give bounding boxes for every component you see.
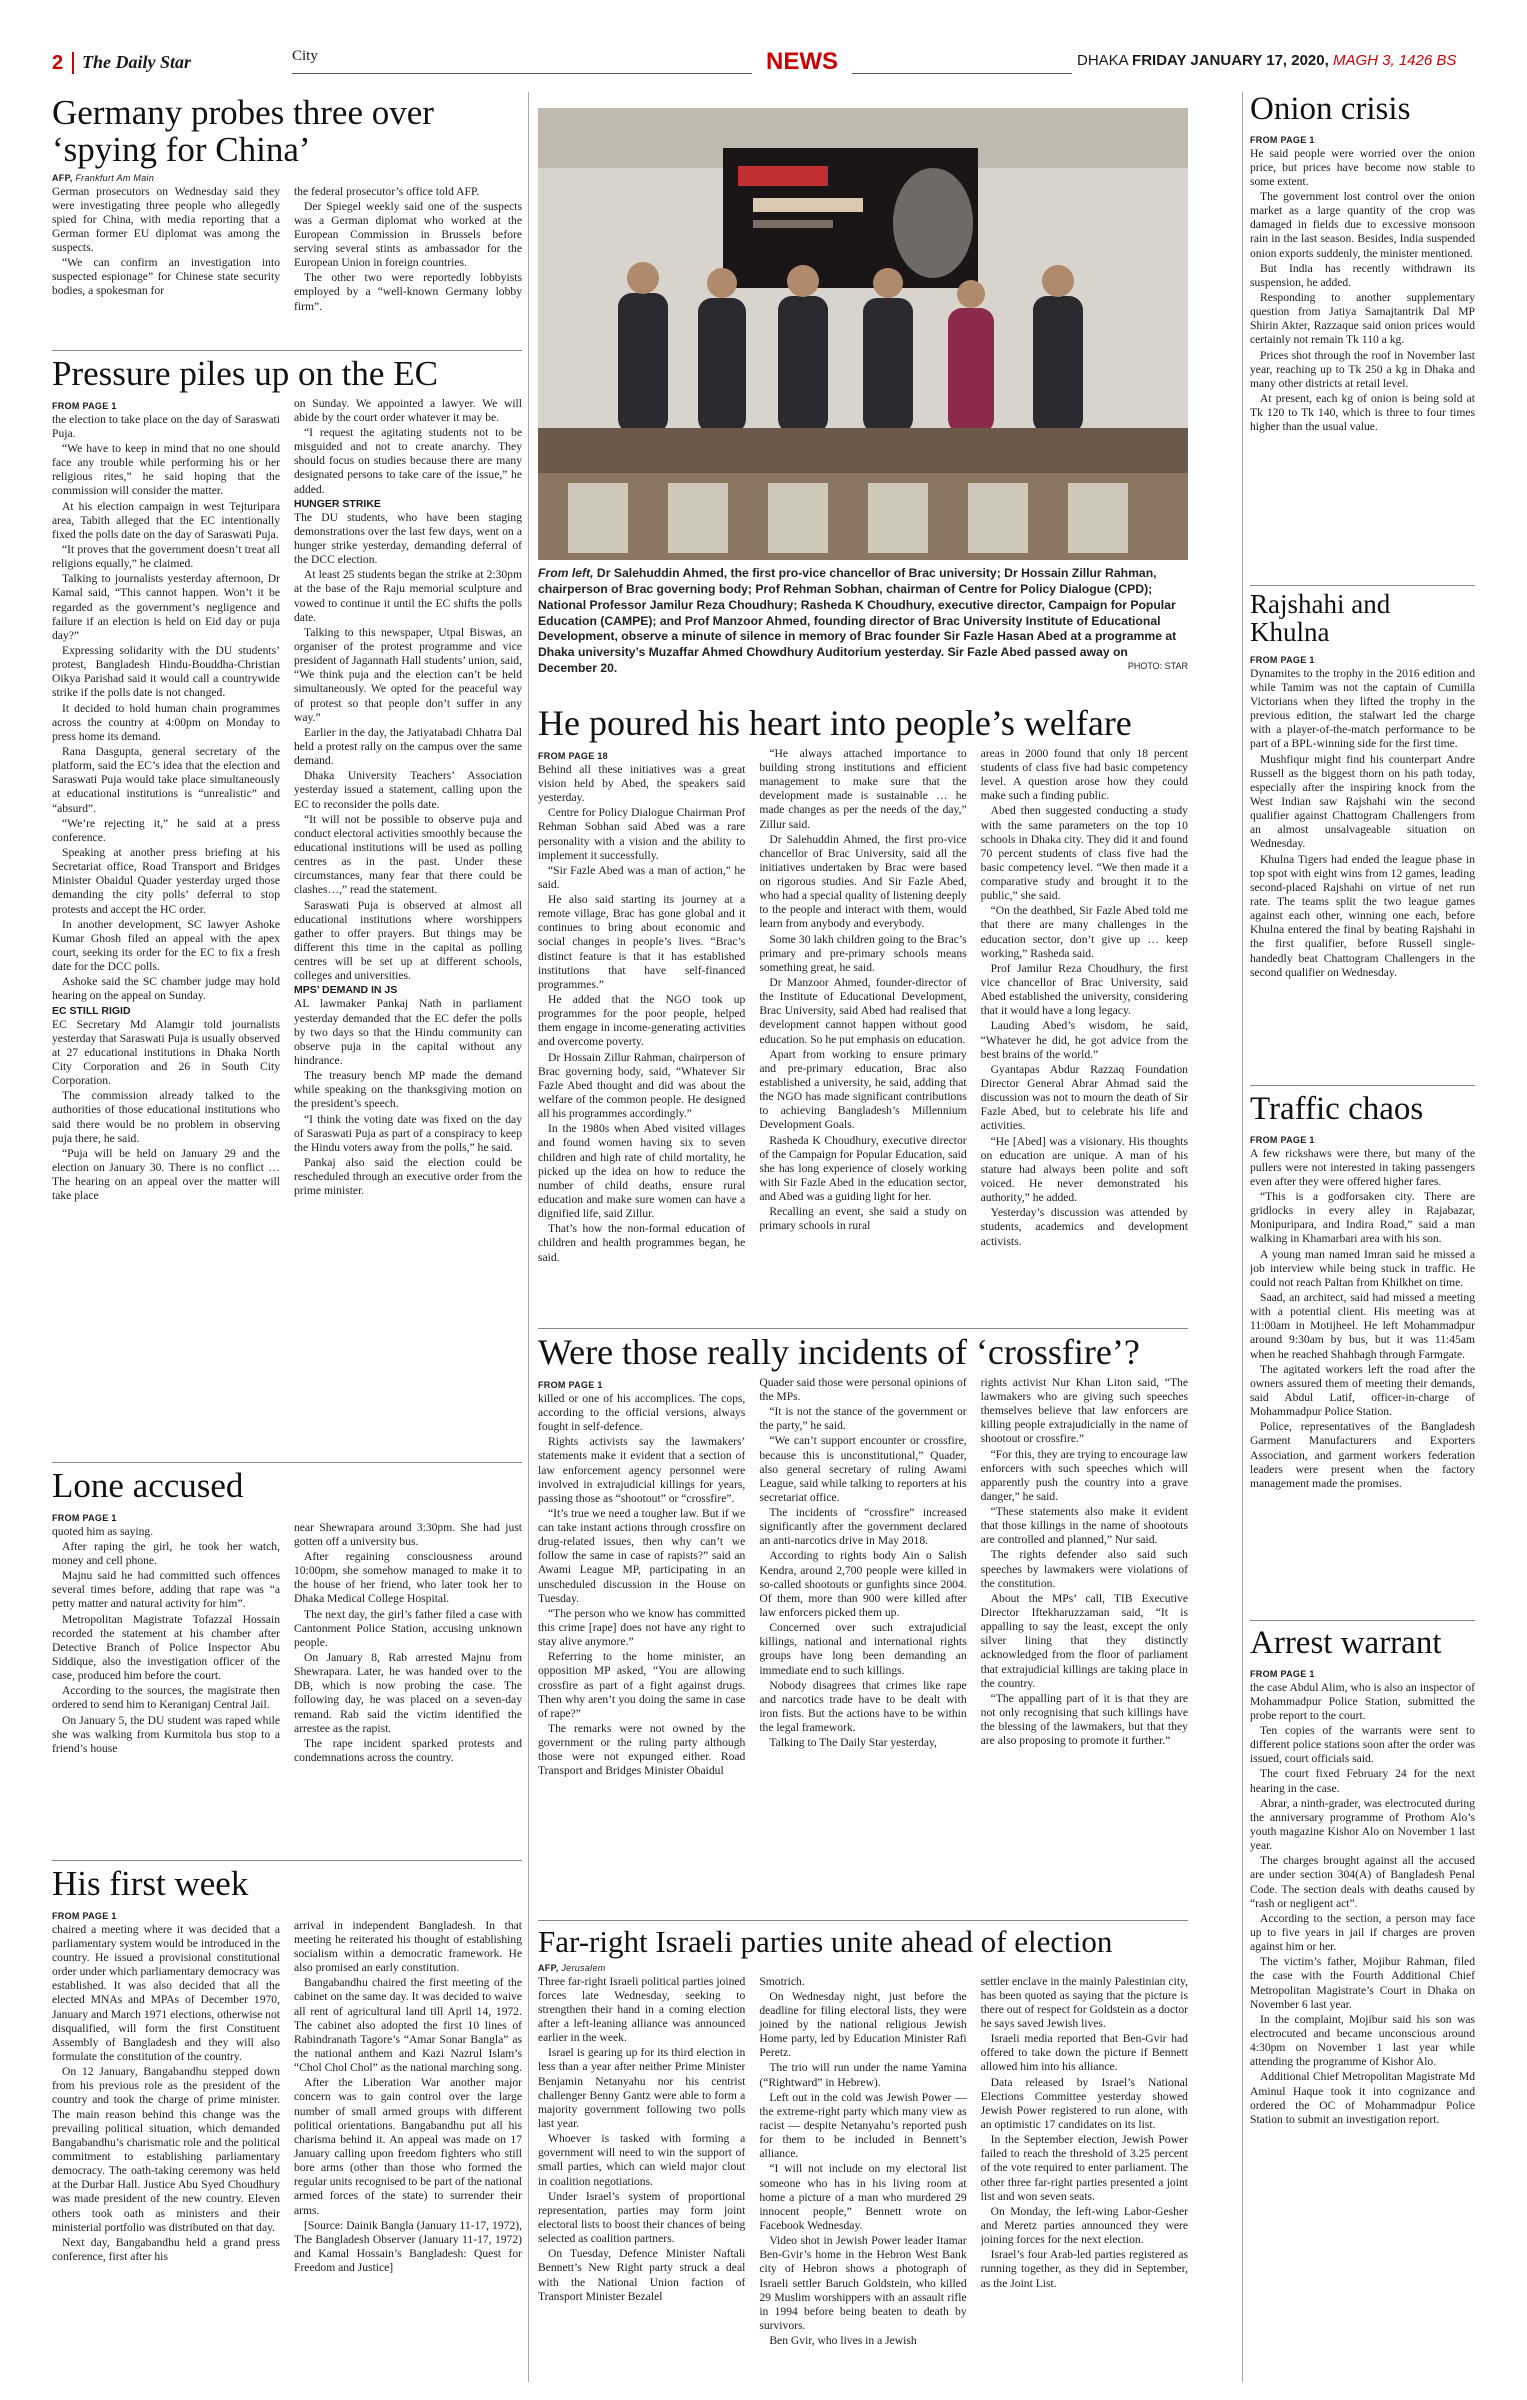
story-arrest-warrant: [1250, 1626, 1475, 2385]
story-germany: [52, 95, 522, 315]
story-divider: [52, 1860, 522, 1861]
story-column: [52, 1509, 280, 1849]
paragraph: the federal prosecutor’s office told AFP.: [294, 184, 480, 198]
story-divider: [538, 1328, 1188, 1329]
story-divider: [1250, 1620, 1475, 1621]
paragraph: He said people were worried over the onion price, but prices have become now stable to some extent.: [1250, 146, 1475, 188]
paragraph: On January 8, Rab arrested Majnu from Shewrapara. Later, he was handed over to the DB, which is now probing the case. The following day, he was placed on a seven-day remand. Rab said the victim identified the arrestee as the rapist.: [294, 1651, 522, 1735]
dateline: AFP, Frankfurt Am Main: [52, 172, 155, 183]
paragraph: Abed then suggested conducting a study with the same parameters on the top 10 schools in Dhaka city. They did it and found 70 percent students of class five had the basic competency level. “We then made it a comparative study and brought it to the public,” she said.: [980, 804, 1188, 903]
paragraph: It decided to hold human chain programmes across the country at 4:00pm on Monday to press home its demand.: [52, 701, 280, 743]
paragraph: The remarks were not owned by the government or the ruling party although those were not expunged either. Road Transport and Bridges Minister Obaidul: [538, 1722, 746, 1778]
paragraph: Der Spiegel weekly said one of the suspects was a German diplomat who worked at the European Commission in Brussels before serving several stints as ambassador for the European Union in foreign countries.: [294, 199, 522, 270]
story-lone-accused: [52, 1468, 522, 1849]
paragraph: The court fixed February 24 for the next hearing in the case.: [1250, 1767, 1475, 1795]
paragraph: The incidents of “crossfire” increased significantly after the government declared an anti-narcotics drive in May 2018.: [759, 1506, 967, 1548]
paragraph: Dynamites to the trophy in the 2016 edition and while Tamim was not the captain of Cumilla Victorians when they lifted the trophy in the previous edition, the stalwart led the charge with a player-of-the-match performance to be part of a BPL-winning side for the first time.: [1250, 666, 1475, 751]
paragraph: “It proves that the government doesn’t treat all religions equally,” he claimed.: [52, 543, 280, 571]
headline: Onion crisis: [1250, 91, 1411, 127]
paragraph: Majnu said he had committed such offences several times before, adding that rape was “a petty matter and natural activity for him”.: [52, 1569, 280, 1611]
story-column: [1250, 131, 1475, 586]
headline: He poured his heart into people’s welfare: [538, 703, 1132, 743]
paragraph: Some 30 lakh children going to the Brac’s primary and pre-primary schools means something great, he said.: [759, 932, 967, 974]
paragraph: killed or one of his accomplices. The cops, according to the official versions, always fought in self-defence.: [538, 1391, 746, 1434]
paragraph: Speaking at another press briefing at his Secretariat office, Road Transport and Bridges Minister Obaidul Quader yesterday urged those demanding the city polls’ deferral to stop protests and accept the HC order.: [52, 845, 280, 916]
paragraph: Ben Gvir, who lives in a Jewish: [769, 2334, 917, 2348]
paragraph: Under Israel’s system of proportional representation, parties may form joint electoral lists to boost their chances of being selected as coalition partners.: [538, 2189, 746, 2246]
paragraph: “We’re rejecting it,” he said at a press conference.: [52, 816, 280, 844]
paragraph: About the MPs’ call, TIB Executive Director Iftekharuzzaman said, “It is appalling to say the least, except the only silver lining that they distinctly acknowledged from the floor of parliament that extrajudicial killings are taking place in the country.: [980, 1591, 1188, 1690]
column-rule: [528, 92, 529, 2382]
from-page: FROM PAGE 1: [52, 1910, 117, 1921]
paragraph: Dr Hossain Zillur Rahman, chairperson of Brac governing body, said, “Whatever Sir Fazle Abed thought and did was about the welfare of the common people. He designed all his programmes accordingly.”: [538, 1050, 746, 1121]
paragraph: The next day, the girl’s father filed a case with Cantonment Police Station, accusing unknown people.: [294, 1607, 522, 1649]
subheading: EC STILL RIGID: [52, 1004, 131, 1017]
paragraph: On Wednesday night, just before the deadline for filing electoral lists, they were joined by the national religious Jewish Home party, led by Education Minister Rafi Peretz.: [759, 1989, 967, 2060]
paragraph: The charges brought against all the accused are under section 304(A) of Bangladesh Penal Code. The section deals with deaths caused by “rash or negligent act”.: [1250, 1854, 1475, 1910]
story-onion-crisis: [1250, 92, 1475, 586]
paragraph: “Sir Fazle Abed was a man of action,” he said.: [538, 863, 746, 891]
masthead: [52, 44, 1527, 80]
section-label: City: [292, 48, 318, 64]
paragraph: Talking to this newspaper, Utpal Biswas, an organiser of the protest programme and vice president of Jagannath Hall students’ union, said, “We think puja and the election can’t be held simultaneously. We opted for the peaceful way of protest so that people don’t suffer in any way.”: [294, 625, 522, 724]
paragraph: On Tuesday, Defence Minister Naftali Bennett’s New Right party struck a deal with the National Union faction of Transport Minister Bezalel: [538, 2247, 746, 2303]
paragraph: Rasheda K Choudhury, executive director of the Campaign for Popular Education, said she has long experience of closely working with Sir Fazle Abed in the education sector, and Abed was a guiding light for her.: [759, 1133, 967, 1204]
paragraph: “We can’t support encounter or crossfire, because this is unconstitutional,” Quader, also general secretary of ruling Awami League, said while talking to reporters at his secretariat office.: [759, 1434, 967, 1504]
headline: Germany probes three over ‘spying for China’: [52, 93, 434, 169]
paragraph: near Shewrapara around 3:30pm. She had just gotten off a university bus.: [294, 1520, 522, 1548]
story-column: [538, 747, 745, 1317]
paragraph: Abrar, a ninth-grader, was electrocuted during the anniversary programme of Prothom Alo’s youth magazine Kishor Alo on November 1 last year.: [1250, 1796, 1475, 1853]
headline: Were those really incidents of ‘crossfire’?: [538, 1332, 1140, 1372]
paragraph: Earlier in the day, the Jatiyatabadi Chhatra Dal held a protest rally on the campus over the same demand.: [294, 725, 522, 768]
paragraph: At his election campaign in west Tejturipara area, Tabith alleged that the EC intentionally fixed the polls date on the day of Saraswati Puja.: [52, 499, 280, 541]
paragraph: arrival in independent Bangladesh. In that meeting he reiterated his thought of establishing socialism within a democratic framework. He also promised an early constitution.: [294, 1918, 522, 1975]
page-number-divider: [72, 52, 74, 74]
paragraph: Dr Salehuddin Ahmed, the first pro-vice chancellor of Brac University, said all the initiatives undertaken by Brac were based on rigorous studies. And Sir Fazle Abed, who had a special quality of listening deeply to the people and interact with them, would learn from anybody and everybody.: [759, 832, 967, 931]
paragraph: The agitated workers left the road after the owners assured them of meeting their demands, said Abdul Latif, officer-in-charge of Mohammadpur Police Station.: [1250, 1362, 1475, 1419]
story-column: [52, 397, 280, 1477]
paragraph: “He always attached importance to building strong institutions and efficient management to make sure that the development made is sustainable … he made changes as per the needs of the day,” Zillur said.: [759, 746, 967, 831]
story-column: [981, 1975, 1188, 2400]
story-column: [294, 1509, 522, 1849]
paragraph: But India has recently withdrawn its suspension, he added.: [1250, 261, 1475, 289]
paragraph: Israeli media reported that Ben-Gvir had offered to take down the picture if Bennett allowed him into his alliance.: [980, 2032, 1188, 2074]
photo-caption: [538, 566, 1188, 677]
paragraph: Lauding Abed’s wisdom, he said, “Whatever he did, he got advice from the best brains of the world.”: [980, 1019, 1188, 1061]
paragraph: Mushfiqur might find his counterpart Andre Russell as the biggest thorn on his path today, especially after the inspiring knock from the West Indian saw Rajshahi win the second qualifier against Chattogram Challengers from an almost unsalvageable situation on Wednesday.: [1250, 752, 1475, 851]
paragraph: Rights activists say the lawmakers’ statements make it evident that a section of law enforcement agency personnel were involved in extrajudicial killings for years, passing those as “shootout” or “crossfire”.: [538, 1435, 746, 1505]
story-divider: [1250, 585, 1475, 586]
subheading: HUNGER STRIKE: [294, 497, 381, 510]
paragraph: “I will not include on my electoral list someone who has in his living room at home a picture of a man who murdered 29 innocent people,” Bennett wrote on Facebook Wednesday.: [759, 2162, 967, 2232]
paragraph: That’s how the non-formal education of children and health programmes began, he said.: [538, 1222, 746, 1264]
photo-credit: PHOTO: STAR: [1127, 661, 1188, 672]
story-crossfire: [538, 1334, 1188, 1906]
story-rajshahi-khulna: [1250, 590, 1475, 1091]
story-divider: [538, 1920, 1188, 1921]
story-divider: [52, 1462, 522, 1463]
paragraph: Khulna Tigers had ended the league phase in top spot with eight wins from 12 games, leading second-placed Rajshahi on virtue of net run rate. The teams split the two league games against each other, winning one each, before Khulna entered the final by beating Rajshahi in the first qualifier, before Russell single-handedly beat Chattogram Challengers in the second qualifier on Wednesday.: [1250, 852, 1475, 979]
paragraph: Dhaka University Teachers’ Association yesterday issued a statement, calling upon the EC to reconsider the polls date.: [294, 769, 522, 811]
paragraph: settler enclave in the mainly Palestinian city, has been quoted as saying that the picture is there out of respect for Goldstein as a doctor he says saved Jewish lives.: [980, 1974, 1188, 2030]
paragraph: Metropolitan Magistrate Tofazzal Hossain recorded the statement at his chamber after Detective Branch of Police Inspector Abu Siddique, also the investigation officer of the case, produced him before the court.: [52, 1612, 280, 1683]
paragraph: According to the section, a person may face up to five years in jail if charges are proven against him or her.: [1250, 1911, 1475, 1954]
from-page: FROM PAGE 18: [538, 750, 608, 761]
story-pressure-ec: [52, 356, 522, 1477]
story-column: [981, 747, 1188, 1317]
headline: Traffic chaos: [1250, 1091, 1424, 1127]
issue-date: DHAKA FRIDAY JANUARY 17, 2020, MAGH 3, 1426 BS: [1077, 52, 1457, 69]
paragraph: “For this, they are trying to encourage law enforcers with such speeches which will apparently push the country into a grave danger,” he said.: [980, 1447, 1188, 1503]
story-column: [294, 1907, 522, 2382]
from-page: FROM PAGE 1: [1250, 1668, 1315, 1679]
paragraph: “The appalling part of it is that they are not only recognising that such killings have the blessing of the lawmakers, but that they are also proposing to promote it further.”: [980, 1691, 1188, 1748]
paragraph: “This is a godforsaken city. There are gridlocks in every alley in Rajabazar, Monipuripara, and Indira Road,” said a man walking in Khamarbari area with his son.: [1250, 1190, 1475, 1246]
paragraph: The trio will run under the name Yamina (“Rightward” in Hebrew).: [759, 2061, 967, 2089]
paragraph: Rana Dasgupta, general secretary of the platform, said the EC’s idea that the election and Saraswati Puja would take place simultaneously at educational institutions is “unrealistic” and “absurd”.: [52, 744, 280, 815]
paragraph: areas in 2000 found that only 18 percent students of class five had basic competency level. A question arose how they could make such a finding public.: [980, 746, 1188, 803]
paragraph: Recalling an event, she said a study on primary schools in rural: [759, 1205, 967, 1233]
paragraph: “It will not be possible to observe puja and conduct electoral activities smoothly because the educational institutions will be used as polling centres as in the past. Under these circumstances, many fear that there could be clashes…,” read the statement.: [294, 812, 522, 897]
paragraph: “We have to keep in mind that no one should face any trouble while performing his or her religious rites,” he said hoping that the commission will consider the matter.: [52, 442, 280, 498]
paragraph: Police, representatives of the Bangladesh Garment Manufacturers and Exporters Association, and garment workers federation leaders were present when the factory management made the promises.: [1250, 1420, 1475, 1490]
headline: Lone accused: [52, 1466, 244, 1505]
paragraph: A young man named Imran said he missed a job interview while being stuck in traffic. He could not reach Paltan from Khilkhet on time.: [1250, 1247, 1475, 1289]
paragraph: [Source: Dainik Bangla (January 11-17, 1972), The Bangladesh Observer (January 11-17, 1972) and Kamal Hossain’s Bangladesh: Quest for Freedom and Justice]: [294, 2218, 522, 2275]
paragraph: Next day, Bangabandhu held a grand press conference, first after his: [52, 2235, 280, 2263]
subheading: MPS’ DEMAND IN JS: [294, 984, 398, 997]
paragraph: Saad, an architect, said had missed a meeting with a potential client. His meeting was at 11:00am in Motijheel. He left Mohammadpur around 9:30am by bus, but it was 11:45am when he reached Shahbagh through Farmgate.: [1250, 1291, 1475, 1361]
paragraph: The other two were reportedly lobbyists employed by a “well-known Germany lobby firm”.: [294, 271, 522, 313]
paragraph: At present, each kg of onion is being sold at Tk 120 to Tk 140, which is three to four times higher than the usual value.: [1250, 392, 1475, 434]
paragraph: AL lawmaker Pankaj Nath in parliament yesterday demanded that the EC defer the polls by two days so that the Hindu community can observe puja in the capital without any hindrance.: [294, 997, 522, 1067]
story-divider: [52, 350, 522, 351]
headline: Far-right Israeli parties unite ahead of election: [538, 1924, 1113, 1959]
masthead-rule-left: [292, 73, 752, 74]
paragraph: Prices shot through the roof in November last year, reaching up to Tk 250 a kg in Dhaka and many other districts at retail level.: [1250, 348, 1475, 390]
story-column: [759, 1376, 966, 1906]
headline: Pressure piles up on the EC: [52, 354, 438, 393]
paragraph: Concerned over such extrajudicial killings, national and international rights groups have long been demanding an immediate end to such killings.: [759, 1621, 967, 1677]
paragraph: Video shot in Jewish Power leader Itamar Ben-Gvir’s home in the Hebron West Bank city of Hebron shows a photograph of Israeli settler Baruch Goldstein, who killed 29 Muslim worshippers with an assault rifle in 1994 before being beaten to death by survivors.: [759, 2234, 967, 2332]
paragraph: chaired a meeting where it was decided that a parliamentary system would be introduced in the country. He issued a provisional constitutional order under which parliamentary democracy was established. It was also decided that all the elected MNAs and MPAs of December 1970, January and March 1971 elections, otherwise not disqualified, will form the first Constituent Assembly of Bangladesh and they will also formulate the constitution of the country.: [52, 1922, 280, 2064]
paragraph: On 12 January, Bangabandhu stepped down from his previous role as the president of the country and took the charge of prime minister. The main reason behind this change was the prevailing political situation, which demanded Bangabandhu’s charismatic role and the political commitment to establishing parliamentary democracy. The oath-taking ceremony was held at the Durbar Hall. Justice Abu Syed Choudhury was made president of the new country. Eleven others took oath as ministers and their ministerial portfolio was distributed on that day.: [52, 2065, 280, 2234]
paragraph: Smotrich.: [759, 1974, 805, 1988]
paragraph: Gyantapas Abdur Razzaq Foundation Director General Abrar Ahmad said the discussion was not to mourn the death of Sir Fazle Abed, but to celebrate his life and activities.: [980, 1062, 1188, 1133]
caption-lead: From left,: [538, 566, 594, 580]
paragraph: the case Abdul Alim, who is also an inspector of Mohammadpur Police Station, submitted the probe report to the court.: [1250, 1680, 1475, 1722]
paragraph: Apart from working to ensure primary and pre-primary education, Brac also established a university, he said, adding that the NGO has made significant contributions to achieving Bangladesh’s Millennium Development Goals.: [759, 1047, 967, 1132]
news-label: NEWS: [766, 48, 838, 75]
paragraph: The victim’s father, Mojibur Rahman, filed the case with the Fourth Additional Chief Metropolitan Magistrate’s Court in Dhaka on November 6 last year.: [1250, 1955, 1475, 2011]
story-column: [1250, 1131, 1475, 1611]
paragraph: The government lost control over the onion market as a large quantity of the crop was damaged in fields due to excessive monsoon rain in the last season. Besides, India suspended onion exports suddenly, the minister mentioned.: [1250, 190, 1475, 260]
paragraph: Talking to The Daily Star yesterday,: [769, 1736, 937, 1750]
paragraph: He added that the NGO took up programmes for the poor people, helped them engage in income-generating activities and overcome poverty.: [538, 993, 746, 1049]
caption-text: Dr Salehuddin Ahmed, the first pro-vice chancellor of Brac university; Dr Hossain Zillur Rahman, chairperson of Brac governing body; Prof Rehman Sobhan, chairman of Centre for Policy Dialogue (CPD); National Professor Jamilur Reza Choudhury; Rasheda K Choudhury, executive director, Campaign for Popular Education (CAMPE); and Prof Manzoor Ahmed, founding director of Brac University Institute of Educational Development, observe a minute of silence in memory of Brac founder Sir Fazle Hasan Abed at a programme at Dhaka university’s Muzaffar Ahmed Chowdhury Auditorium yesterday. Sir Fazle Abed passed away on December 20.: [538, 566, 1177, 676]
paragraph: On January 5, the DU student was raped while she was walking from Kurmitola bus stop to a friend’s house: [52, 1713, 280, 1755]
paragraph: “I request the agitating students not to be misguided and not to create anarchy. They should focus on studies because there are many designated persons to take care of the issue,” he added.: [294, 426, 522, 496]
story-column: [759, 1975, 966, 2400]
story-column: [1250, 651, 1475, 1091]
from-page: FROM PAGE 1: [1250, 134, 1315, 145]
paragraph: German prosecutors on Wednesday said they were investigating three people who allegedly spied for China, with media reporting that a German former EU diplomat was among the suspects.: [52, 184, 280, 255]
paragraph: Whoever is tasked with forming a government will need to win the support of small parties, which can wield major clout in coalition negotiations.: [538, 2132, 746, 2188]
story-column: [52, 185, 280, 315]
headline: His first week: [52, 1864, 249, 1903]
paragraph: After the Liberation War another major concern was to gain control over the large number of small armed groups with different political orientations. Bangabandhu put all his charisma behind it. An appeal was made on 17 January calling upon freedom fighters who still bore arms (other than those who formed the regular units recognised to be part of the national armed forces of the state) to surrender their arms.: [294, 2076, 522, 2217]
paragraph: According to rights body Ain o Salish Kendra, around 2,700 people were killed in so-called shootouts or gunfights since 2004. Of them, more than 900 were killed after law enforcers picked them up.: [759, 1549, 967, 1620]
paragraph: Nobody disagrees that crimes like rape and narcotics trade have to be dealt with iron fists. But the actions have to be within the legal framework.: [759, 1678, 967, 1735]
paragraph: “These statements also make it evident that those killings in the name of shootouts are controlled and planned,” Nur said.: [980, 1505, 1188, 1547]
paragraph: “The person who we know has committed this crime [rape] does not have any right to stay alive anymore.”: [538, 1606, 746, 1649]
paragraph: According to the sources, the magistrate then ordered to send him to Keraniganj Central Jail.: [52, 1684, 280, 1712]
paragraph: Additional Chief Metropolitan Magistrate Md Aminul Haque took it into cognizance and ordered the OC of Mohammadpur Police Station to submit an investigation report.: [1250, 2070, 1475, 2126]
headline: Arrest warrant: [1250, 1625, 1442, 1661]
dateline: AFP, Jerusalem: [538, 1962, 606, 1973]
paragraph: Pankaj also said the election could be rescheduled through an executive order from the prime minister.: [294, 1155, 522, 1198]
story-traffic-chaos: [1250, 1092, 1475, 1611]
paragraph: At least 25 students began the strike at 2:30pm at the base of the Raju memorial sculpture and vowed to continue it until the EC shifts the polls date.: [294, 568, 522, 624]
paragraph: Prof Jamilur Reza Choudhury, the first vice chancellor of Brac University, said Abed established the university, considering that it would have a long legacy.: [980, 961, 1188, 1018]
paragraph: “He [Abed] was a visionary. His thoughts on education are unique. A man of his stature had always been polite and soft voiced. He never demonstrated his authority,” he added.: [980, 1134, 1188, 1205]
paragraph: “We can confirm an investigation into suspected espionage” for Chinese state security bodies, a spokesman for: [52, 256, 280, 298]
paragraph: “On the deathbed, Sir Fazle Abed told me that there are many challenges in the education sector, don’t give up … keep working,” Rasheda said.: [980, 904, 1188, 960]
story-abed-welfare: [538, 705, 1188, 1317]
paragraph: rights activist Nur Khan Liton said, “The lawmakers who are giving such speeches themselves believe that law enforcers are killing people extrajudicially in the name of shootout or crossfire.”: [980, 1375, 1188, 1446]
story-column: [1250, 1665, 1475, 2385]
paragraph: A few rickshaws were there, but many of the pullers were not interested in taking passengers even after they were offered higher fares.: [1250, 1146, 1475, 1188]
paragraph: Israel’s four Arab-led parties registered as running together, as they did in September, as the Joint List.: [980, 2248, 1188, 2290]
masthead-rule-right: [852, 73, 1072, 74]
paragraph: the election to take place on the day of Saraswati Puja.: [52, 412, 280, 440]
column-rule: [1242, 92, 1243, 2382]
from-page: FROM PAGE 1: [1250, 654, 1315, 665]
paragraph: In the 1980s when Abed visited villages and found women having six to seven children and high rate of child mortality, he picked up the idea on how to reduce the number of child deaths, ensure rural education and make sure women can have a dignified life, said Zillur.: [538, 1122, 746, 1221]
news-photo: [538, 108, 1188, 560]
story-column: [538, 1975, 745, 2400]
paragraph: “Puja will be held on January 29 and the election on January 30. There is no conflict … The hearing on an appeal over the matter will take place: [52, 1146, 280, 1203]
paragraph: In another development, SC lawyer Ashoke Kumar Ghosh filed an appeal with the apex court, seeking its order for the EC to fix a fresh date for the DCC polls.: [52, 917, 280, 974]
paragraph: Ten copies of the warrants were sent to different police stations soon after the order was issued, court officials said.: [1250, 1724, 1475, 1766]
paragraph: The DU students, who have been staging demonstrations over the last few days, went on a hunger strike yesterday, demanding deferral of the DCC election.: [294, 510, 522, 567]
paragraph: Bangabandhu chaired the first meeting of the cabinet on the same day. It was decided to waive all rent of agricultural land till April 14, 1972. The cabinet also adopted the first 10 lines of Rabindranath Tagore’s “Amar Sonar Bangla” as the national anthem and Kazi Nazrul Islam’s “Chol Chol Chol” as the national marching song.: [294, 1976, 522, 2075]
story-column: [538, 1376, 745, 1906]
story-column: [294, 397, 522, 1477]
from-page: FROM PAGE 1: [52, 1512, 117, 1523]
paragraph: EC Secretary Md Alamgir told journalists yesterday that Saraswati Puja is usually observed at 27 educational institutions in Dhaka North City Corporation and 26 in South City Corporation.: [52, 1017, 280, 1088]
paragraph: After raping the girl, he took her watch, money and cell phone.: [52, 1539, 280, 1568]
photo-illustration: [538, 108, 1188, 560]
paragraph: Responding to another supplementary question from Jatiya Samajtantrik Dal MP Shirin Akter, Razzaque said onion prices would certainly not remain Tk 110 a kg.: [1250, 291, 1475, 347]
paragraph: Dr Manzoor Ahmed, founder-director of the Institute of Educational Development, Brac University, said Abed had realised that development cannot happen without good education. So he put emphasis on education.: [759, 976, 967, 1046]
paragraph: Israel is gearing up for its third election in less than a year after neither Prime Minister Benjamin Netanyahu nor his centrist challenger Benny Gantz were able to form a majority government following two polls last year.: [538, 2046, 746, 2130]
story-first-week: [52, 1866, 522, 2382]
story-column: [52, 1907, 280, 2382]
story-israel: [538, 1926, 1188, 2400]
paragraph: In the September election, Jewish Power failed to reach the threshold of 3.25 percent of the vote required to enter parliament. The other three far-right parties presented a joint list and won seven seats.: [980, 2133, 1188, 2203]
paragraph: After regaining consciousness around 10:00pm, she somehow managed to make it to the house of her friend, who later took her to Dhaka Medical College Hospital.: [294, 1550, 522, 1606]
paragraph: on Sunday. We appointed a lawyer. We will abide by the court order whatever it may be.: [294, 396, 522, 424]
paragraph: Data released by Israel’s National Elections Committee yesterday showed Jewish Power registered to run alone, with an optimistic 17 candidates on its list.: [980, 2075, 1188, 2131]
story-column: [294, 185, 522, 315]
paragraph: Centre for Policy Dialogue Chairman Prof Rehman Sobhan said Abed was a rare personality with a vision and the ability to implement it successfully.: [538, 806, 746, 862]
paragraph: Behind all these initiatives was a great vision held by Abed, the speakers said yesterday.: [538, 762, 746, 805]
from-page: FROM PAGE 1: [1250, 1134, 1315, 1145]
page-number: 2: [52, 52, 64, 74]
paragraph: Three far-right Israeli political parties joined forces late Wednesday, seeking to strengthen their hand in a coming election after a left-leaning alliance was announced earlier in the week.: [538, 1974, 746, 2045]
paragraph: Referring to the home minister, an opposition MP asked, “You are allowing crossfire as part of a fight against drugs. Then why aren’t you doing the same in case of rape?”: [538, 1650, 746, 1720]
paragraph: Talking to journalists yesterday afternoon, Dr Kamal said, “This cannot happen. Won’t it be regarded as the government’s negligence and failure if an election is held on Eid day or puja day?”: [52, 572, 280, 642]
paragraph: “It’s true we need a tougher law. But if we can take instant actions through crossfire on drug-related issues, then why can’t we follow the same in case of rapists?” said an Awami League MP, participating in an unscheduled discussion in the House on Tuesday.: [538, 1506, 746, 1605]
paragraph: The commission already talked to the authorities of those educational institutions who said there would be no problem in observing puja there, he said.: [52, 1089, 280, 1145]
paragraph: The treasury bench MP made the demand while speaking on the thanksgiving motion on the president’s speech.: [294, 1069, 522, 1111]
paragraph: Quader said those were personal opinions of the MPs.: [759, 1375, 967, 1403]
paragraph: Saraswati Puja is observed at almost all educational institutions where worshippers gather to offer prayers. But things may be different this time in the capital as polling centres will be set up at different schools, colleges and universities.: [294, 898, 522, 983]
paragraph: The rights defender also said such speeches by lawmakers were violations of the constitution.: [980, 1548, 1188, 1590]
paragraph: Expressing solidarity with the DU students’ protest, Bangladesh Hindu-Bouddha-Christian Oikya Parishad said it would call a countrywide strike if the polls date is not changed.: [52, 644, 280, 700]
story-column: [981, 1376, 1188, 1906]
headline: Rajshahi and Khulna: [1250, 589, 1391, 648]
paragraph: Left out in the cold was Jewish Power — the extreme-right party which many view as racist — despite Netanyahu’s reported push for them to be included in Bennett’s alliance.: [759, 2090, 967, 2161]
paragraph: The rape incident sparked protests and condemnations across the country.: [294, 1736, 522, 1764]
paragraph: quoted him as saying.: [52, 1524, 154, 1538]
paragraph: In the complaint, Mojibur said his son was electrocuted and became unconscious around 4:30pm on November 1 last year while attending the programme of Kishor Alo.: [1250, 2012, 1475, 2069]
paragraph: Ashoke said the SC chamber judge may hold hearing on the appeal on Sunday.: [52, 975, 280, 1003]
story-divider: [1250, 1085, 1475, 1086]
from-page: FROM PAGE 1: [52, 400, 117, 411]
paper-logo: The Daily Star: [82, 52, 192, 72]
paragraph: Yesterday’s discussion was attended by students, academics and development activists.: [980, 1206, 1188, 1248]
from-page: FROM PAGE 1: [538, 1379, 603, 1390]
paragraph: “It is not the stance of the government or the party,” he said.: [759, 1405, 967, 1433]
story-column: [759, 747, 966, 1317]
paragraph: On Monday, the left-wing Labor-Gesher and Meretz parties announced they were joining forces for the next election.: [980, 2204, 1188, 2247]
paragraph: He also said starting its journey at a remote village, Brac has gone global and it continues to bring about economic and social changes in people’s lives. “Brac’s distinct feature is that it has established institutions that have self-financed programmes.”: [538, 893, 746, 991]
paragraph: “I think the voting date was fixed on the day of Saraswati Puja as part of a conspiracy to keep the Hindu voters away from the polls,” he said.: [294, 1112, 522, 1154]
